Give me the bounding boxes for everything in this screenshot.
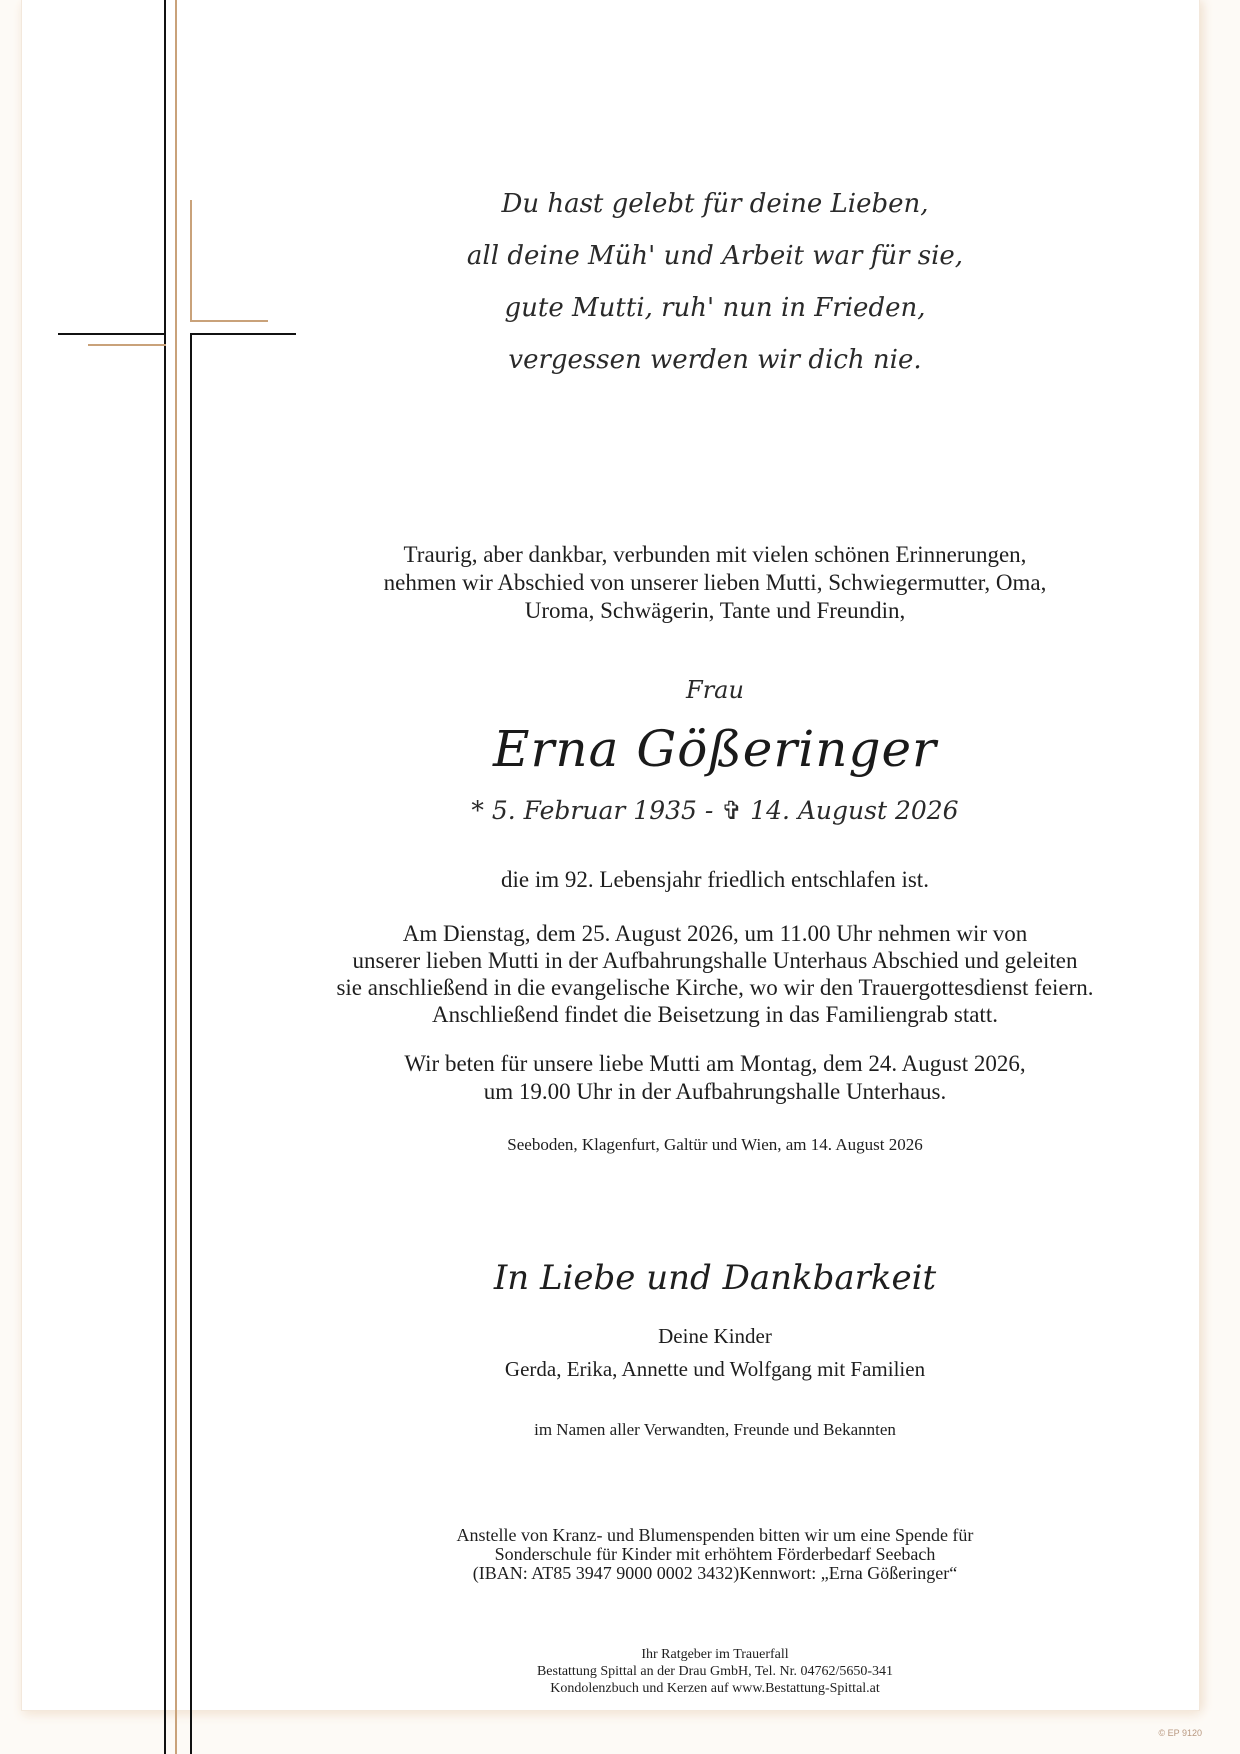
funeral-paragraph [290, 920, 1140, 1028]
cross-left-gold-arm [88, 344, 166, 346]
poem-line: vergessen werden wir dich nie. [508, 345, 922, 375]
deceased-name: Erna Gößeringer [493, 720, 937, 778]
intro-line: nehmen wir Abschied von unserer lieben Mutti, Schwiegermutter, Oma, [383, 570, 1047, 595]
cross-upper-gold-line [190, 200, 192, 320]
closing-phrase: In Liebe und Dankbarkeit [493, 1258, 937, 1298]
relatives-line: im Namen aller Verwandten, Freunde und Bekannten [534, 1420, 896, 1439]
intro-line: Uroma, Schwägerin, Tante und Freundin, [524, 598, 906, 623]
children-title: Deine Kinder [658, 1324, 772, 1348]
form-code: © EP 9120 [1158, 1728, 1202, 1738]
prayer-paragraph [290, 1050, 1140, 1106]
cross-upper-gold-arm [190, 320, 268, 322]
poem [290, 178, 1140, 386]
cross-arm-right-black [190, 333, 296, 335]
undertaker-info [290, 1646, 1140, 1697]
undertaker-line: Kondolenzbuch und Kerzen auf www.Bestattung-Spittal.at [550, 1681, 880, 1696]
donation-line: Anstelle von Kranz- und Blumenspenden bitten wir um eine Spende für [456, 1525, 974, 1545]
undertaker-line: Bestattung Spittal an der Drau GmbH, Tel. Nr. 04762/5650-341 [536, 1664, 894, 1679]
poem-line: gute Mutti, ruh' nun in Frieden, [504, 293, 926, 323]
birth-date: * 5. Februar 1935 - [471, 796, 714, 825]
life-dates [290, 796, 1140, 825]
age-line: die im 92. Lebensjahr friedlich entschlafen ist. [501, 867, 929, 892]
children-names: Gerda, Erika, Annette und Wolfgang mit Familien [504, 1357, 926, 1381]
poem-line: Du hast gelebt für deine Lieben, [501, 189, 929, 219]
donation-line: (IBAN: AT85 3947 9000 0002 3432)Kennwort: „Erna Gößeringer“ [472, 1563, 958, 1583]
funeral-line: unserer lieben Mutti in der Aufbahrungshalle Unterhaus Abschied und geleiten [352, 948, 1078, 973]
cross-arm-left-black [58, 333, 164, 335]
donation-line: Sonderschule für Kinder mit erhöhtem Förderbedarf Seebach [494, 1544, 936, 1564]
undertaker-line: Ihr Ratgeber im Trauerfall [641, 1647, 789, 1662]
intro-line: Traurig, aber dankbar, verbunden mit vielen schönen Erinnerungen, [403, 542, 1027, 567]
prayer-line: um 19.00 Uhr in der Aufbahrungshalle Unterhaus. [483, 1079, 947, 1104]
cross-vertical-gold-line [175, 0, 177, 1754]
salutation: Frau [686, 676, 744, 704]
funeral-line: Anschließend findet die Beisetzung in das Familiengrab statt. [432, 1002, 998, 1027]
death-date: 14. August 2026 [750, 796, 959, 825]
intro-text [290, 541, 1140, 625]
cross-lower-black-line [190, 333, 192, 1754]
place-date: Seeboden, Klagenfurt, Galtür und Wien, am 14. August 2026 [507, 1135, 923, 1154]
donation-note [290, 1526, 1140, 1583]
cross-icon: ✞ [721, 796, 743, 825]
cross-vertical-black-line [164, 0, 166, 1754]
funeral-line: sie anschließend in die evangelische Kirche, wo wir den Trauergottesdienst feiern. [336, 975, 1094, 1000]
children [290, 1320, 1140, 1386]
funeral-line: Am Dienstag, dem 25. August 2026, um 11.00 Uhr nehmen wir von [402, 921, 1028, 946]
prayer-line: Wir beten für unsere liebe Mutti am Montag, dem 24. August 2026, [404, 1051, 1026, 1076]
poem-line: all deine Müh' und Arbeit war für sie, [466, 241, 964, 271]
